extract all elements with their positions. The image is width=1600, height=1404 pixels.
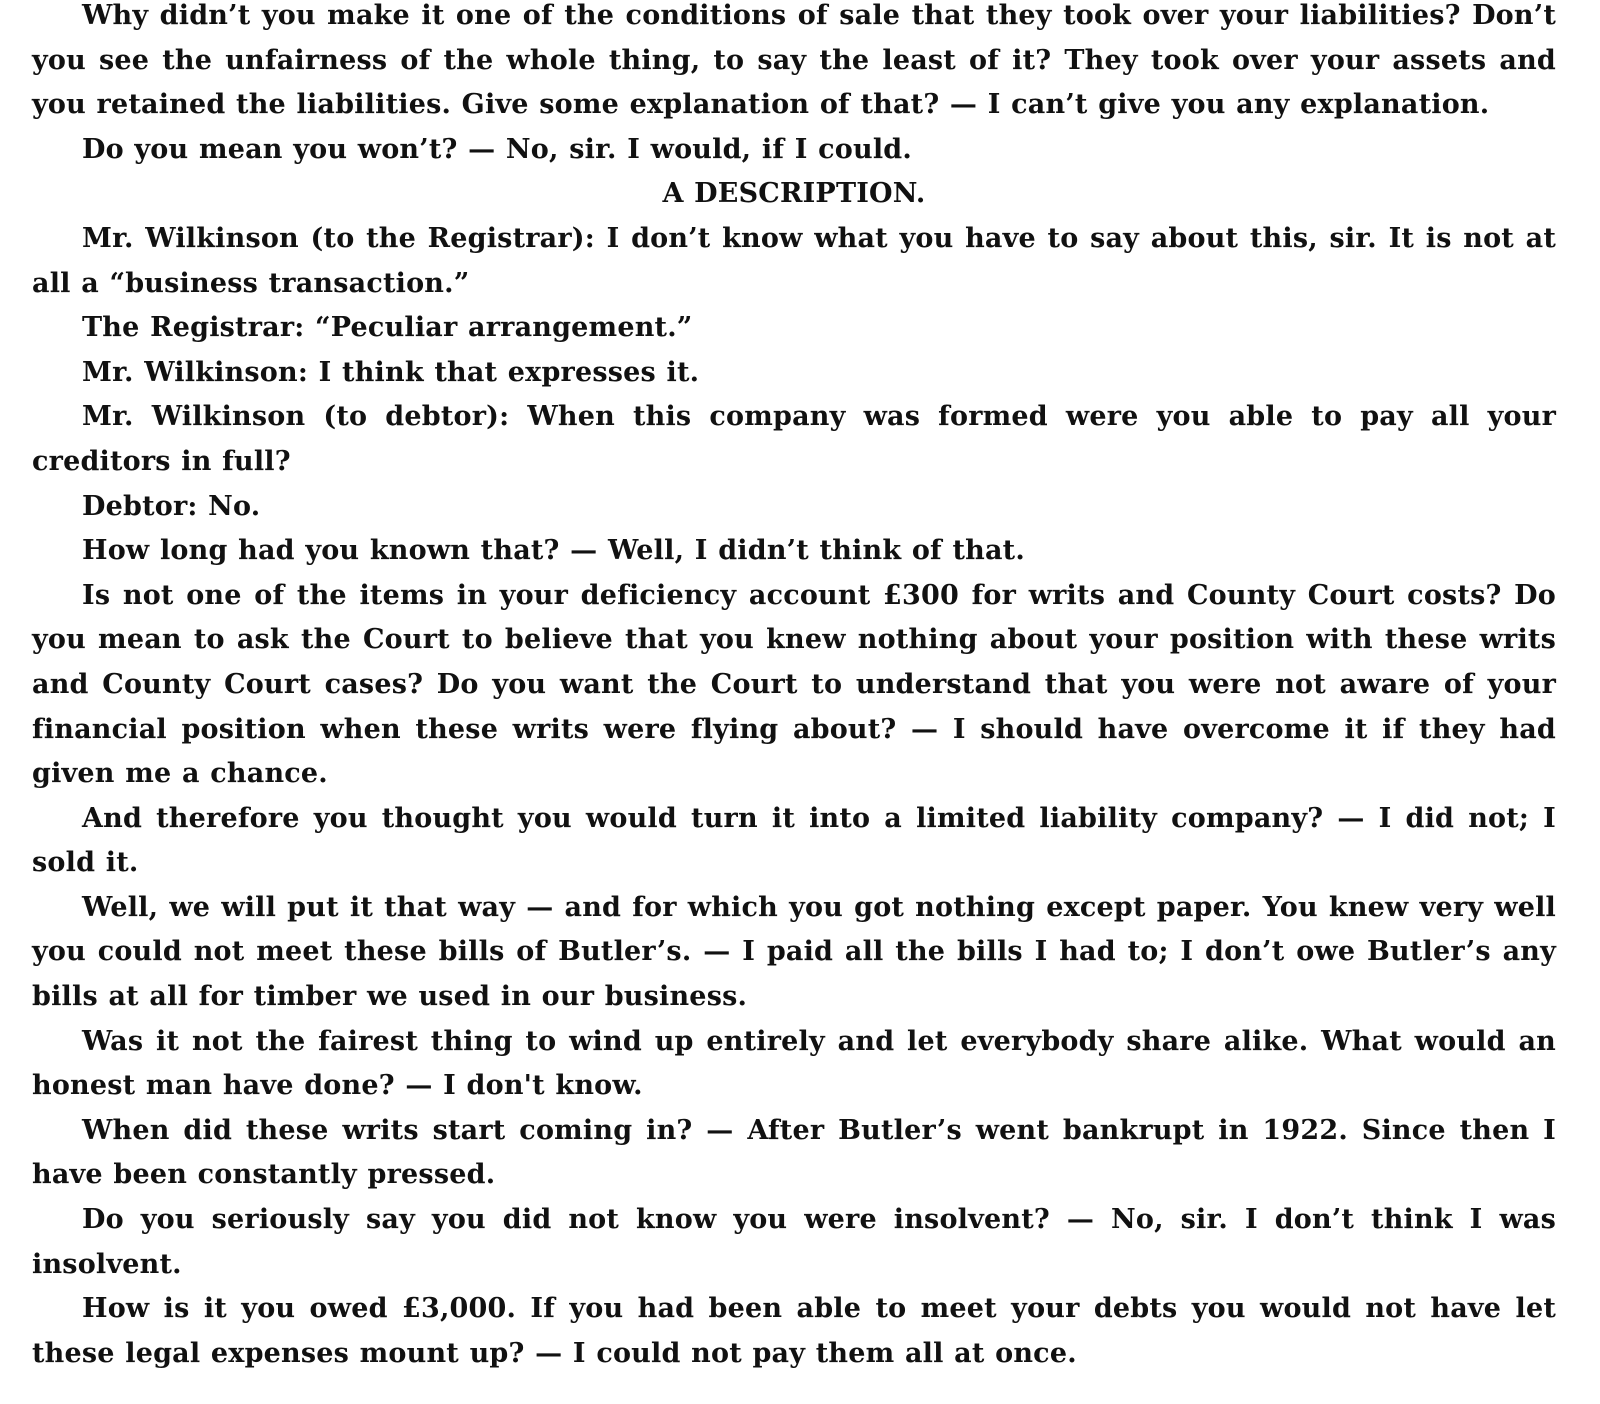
paragraph-conditions-of-sale: Why didn’t you make it one of the conditions of sale that they took over your liabilities? Don’t you see the unfairness of the whole thing, to say the least of it? They took over your assets and you retained the liabilities. Give some explanation of that? — I can’t give you any explanation. — [32, 0, 1556, 121]
section-heading: A DESCRIPTION. — [662, 178, 926, 210]
paragraph-writs-start: When did these writs start coming in? — After Butler’s went bankrupt in 1922. Since then I have been constantly pressed. — [32, 1114, 1556, 1191]
paragraph-owed-3000: How is it you owed £3,000. If you had been able to meet your debts you would not have let these legal expenses mount up? — I could not pay them all at once. — [32, 1293, 1556, 1369]
paragraph-insolvent: Do you seriously say you did not know you were insolvent? — No, sir. I don’t think I was insolvent. — [32, 1204, 1556, 1280]
paragraph-limited-liability: And therefore you thought you would turn it into a limited liability company? — I did not; I sold it. — [32, 802, 1556, 879]
paragraph-registrar-reply: The Registrar: “Peculiar arrangement.” — [82, 312, 693, 344]
paragraph-deficiency-account: Is not one of the items in your deficiency account £300 for writs and County Court costs? Do you mean to ask the Court to believe that you knew nothing about your position with these writs and County Court cases? Do you want the Court to understand that you were not aware of your financial position when these writs were flying about? — I should have overcome it if they had given me a chance. — [32, 579, 1556, 790]
paragraph-fairest-thing: Was it not the fairest thing to wind up entirely and let everybody share alike. What would an honest man have done? — I don't know. — [32, 1025, 1556, 1102]
paragraph-mean-you-wont: Do you mean you won’t? — No, sir. I would, if I could. — [82, 133, 912, 165]
paragraph-wilkinson-registrar: Mr. Wilkinson (to the Registrar): I don’t know what you have to say about this, sir. It is not at all a “business transaction.” — [32, 222, 1556, 299]
paragraph-butlers-bills: Well, we will put it that way — and for which you got nothing except paper. You knew very well you could not meet these bills of Butler’s. — I paid all the bills I had to; I don’t owe Butler’s any bills at all for timber we used in our business. — [32, 891, 1556, 1013]
paragraph-wilkinson-debtor: Mr. Wilkinson (to debtor): When this company was formed were you able to pay all your creditors in full? — [32, 401, 1556, 477]
paragraph-wilkinson-expresses: Mr. Wilkinson: I think that expresses it. — [82, 356, 700, 388]
paragraph-how-long: How long had you known that? — Well, I didn’t think of that. — [82, 535, 1025, 567]
paragraph-debtor-no: Debtor: No. — [82, 490, 261, 522]
